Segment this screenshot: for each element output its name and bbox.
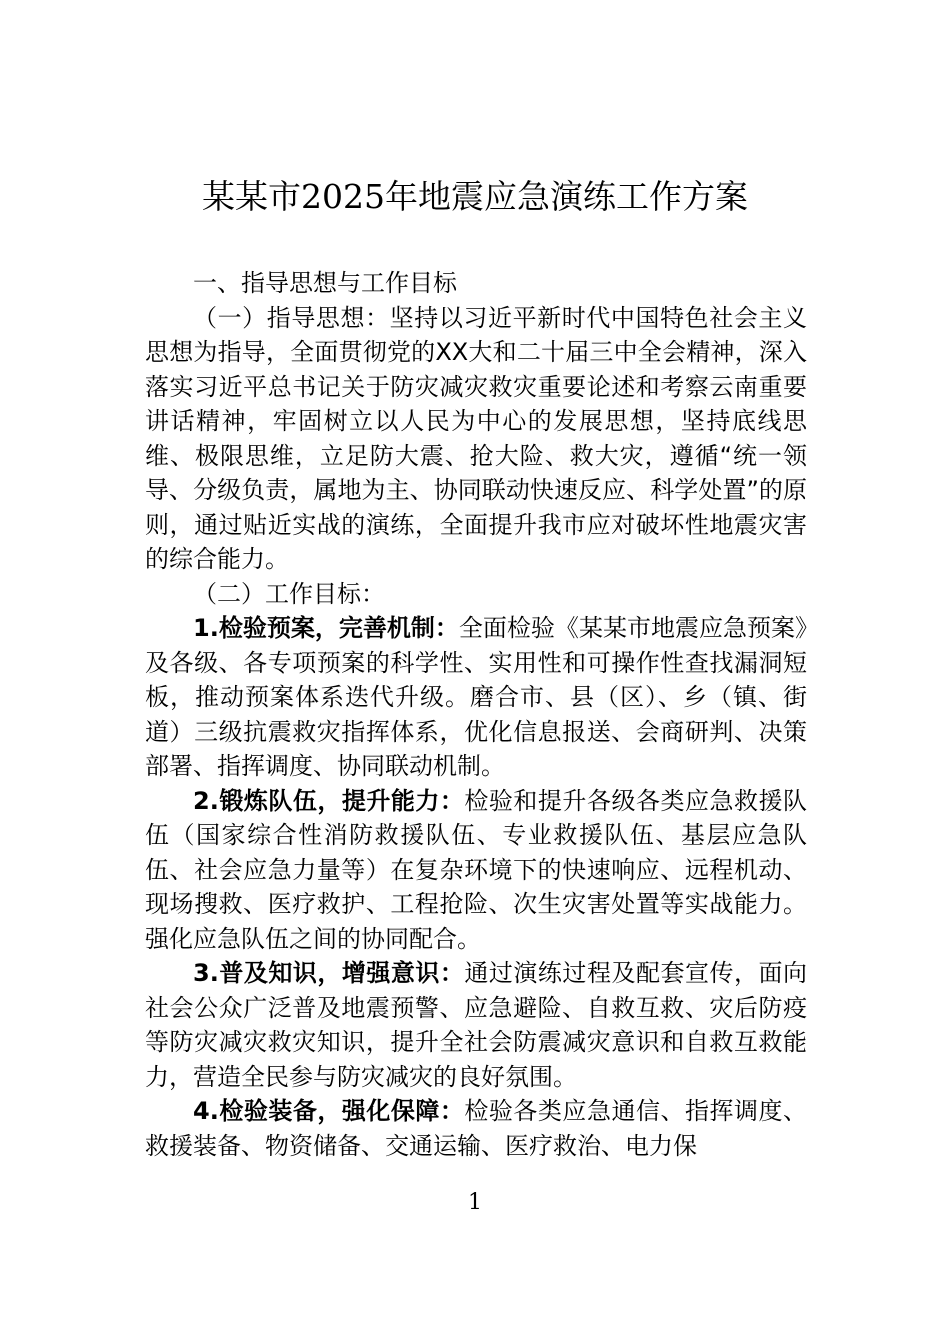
goal-text: 检验各类应急通信、指挥调度、救援装备、物资储备、交通运输、医疗救治、电力保 (145, 1097, 807, 1160)
page-number: 1 (468, 1190, 482, 1215)
goal-paragraph (145, 784, 807, 957)
work-goals-heading: （二）工作目标： (193, 579, 385, 608)
goal-label: 3.普及知识，增强意识： (193, 959, 465, 987)
goal-text: 全面检验《某某市地震应急预案》及各级、各专项预案的科学性、实用性和可操作性查找漏洞短板，推动预案体系迭代升级。磨合市、县（区）、乡（镇、街道）三级抗震救灾指挥体系，优化信息报送、会商研判、决策部署、指挥调度、协同联动机制。 (145, 614, 808, 780)
document-title: 某某市2025年地震应急演练工作方案 (202, 177, 748, 216)
goal-label: 1.检验预案，完善机制： (193, 614, 459, 642)
goal-text: 通过演练过程及配套宣传，面向社会公众广泛普及地震预警、应急避险、自救互救、灾后防疫等防灾减灾救灾知识，提升全社会防震减灾意识和自救互救能力，营造全民参与防灾减灾的良好氛围。 (145, 959, 807, 1091)
goal-text: 检验和提升各级各类应急救援队伍（国家综合性消防救援队伍、专业救援队伍、基层应急队伍、社会应急力量等）在复杂环境下的快速响应、远程机动、现场搜救、医疗救护、工程抢险、次生灾害处置等实战能力。强化应急队伍之间的协同配合。 (145, 786, 807, 953)
goal-paragraph (145, 956, 807, 1094)
goal-label: 4.检验装备，强化保障： (193, 1097, 465, 1125)
document-body (145, 266, 807, 1163)
guiding-ideology-paragraph: （一）指导思想：坚持以习近平新时代中国特色社会主义思想为指导，全面贯彻党的XX大和二十届三中全会精神，深入落实习近平总书记关于防灾减灾救灾重要论述和考察云南重要讲话精神，牢固树立以人民为中心的发展思想，坚持底线思维、极限思维，立足防大震、抢大险、救大灾，遵循“统一领导、分级负责，属地为主、协同联动快速反应、科学处置”的原则，通过贴近实战的演练，全面提升我市应对破坏性地震灾害的综合能力。 (145, 303, 807, 573)
goal-label: 2.锻炼队伍，提升能力： (193, 786, 465, 815)
section-heading: 一、指导思想与工作目标 (193, 269, 457, 297)
goal-paragraph (145, 1094, 807, 1163)
goal-paragraph (145, 611, 807, 784)
